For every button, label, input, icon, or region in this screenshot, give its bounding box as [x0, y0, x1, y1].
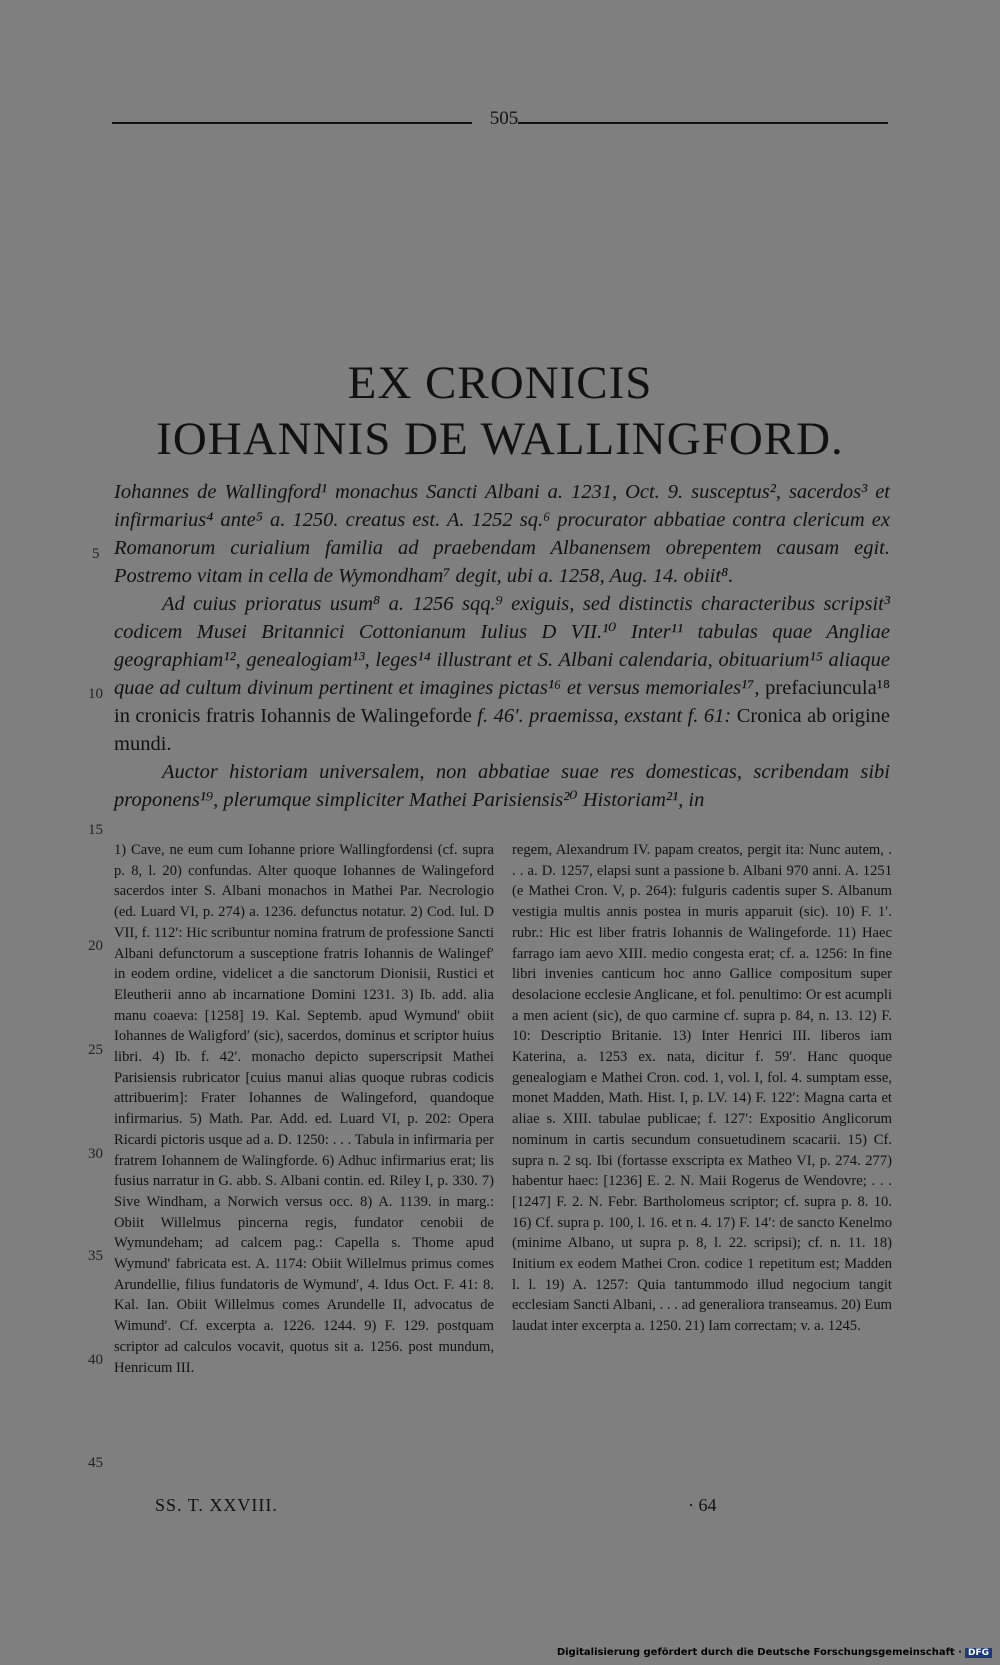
digitization-credit: [557, 1647, 992, 1658]
codex-text-roman: prefaciuncula¹⁸ in cronicis fratris Iohannis de Walingeforde: [114, 677, 890, 727]
paragraph-codex: [114, 590, 890, 758]
footer-signature: SS. T. XXVIII.: [155, 1495, 278, 1515]
dfg-logo-badge: DFG: [965, 1648, 992, 1658]
footnotes-left-column: [114, 840, 494, 1378]
title-line-2: IOHANNIS DE WALLINGFORD.: [156, 413, 844, 465]
title-line-1: EX CRONICIS: [347, 357, 653, 409]
line-number: 25: [88, 1042, 103, 1058]
main-text: [114, 478, 890, 814]
codex-cronica-title: Cronica ab origine mundi.: [114, 705, 890, 755]
line-number: 45: [88, 1455, 103, 1471]
credit-text: Digitalisierung gefördert durch die Deutsche Forschungsgemeinschaft ·: [556, 1647, 962, 1658]
line-number: 35: [88, 1248, 103, 1264]
codex-text-italic: Ad cuius prioratus usum⁸ a. 1256 sqq.⁹ exiguis, sed distinctis characteribus scripsit³ codicem Musei Britannici Cottonianum Iulius D VII.¹⁰ Inter¹¹ tabulas quae Angliae geographiam¹², genealogiam¹³, leges¹⁴ illustrant et S. Albani calendaria, obituarium¹⁵ aliaque quae ad cultum divinum pertinent et imagines pictas¹⁶ et versus memoriales¹⁷,: [114, 593, 890, 699]
header-rule-right: [518, 122, 888, 124]
codex-folio-ref: f. 46′. praemissa, exstant f. 61:: [477, 705, 732, 727]
line-number: 5: [92, 546, 100, 562]
footnotes-left-text: 1) Cave, ne eum cum Iohanne priore Wallingfordensi (cf. supra p. 8, l. 20) confundas. Alter quoque Iohannes de Walingeford sacerdos inter S. Albani monachos in Mathei Par. Necrologio (ed. Luard VI, p. 274) a. 1236. defunctus notatur. 2) Cod. Iul. D VII, f. 112′: Hic scribuntur nomina fratrum de professione Sancti Albani defunctorum a susceptione fratris Iohannis de Walingef′ in eodem ordine, videlicet a die sanctorum Dionisii, Rustici et Eleutherii anno ab incarnatione Domini 1231. 3) Ib. add. alia manu coaeva: [1258] 19. Kal. Septemb. apud Wymund′ obiit Iohannes de Waligford′ (sic), sacerdos, dominus et scriptor huius libri. 4) Ib. f. 42′. monacho depicto superscripsit Mathei Parisiensis rubricator [cuius manui alias quoque rubras codicis attribuerim]: Frater Iohannes de Walingeford, quandoque infirmarius. 5) Math. Par. Add. ed. Luard VI, p. 202: Opera Ricardi pictoris usque ad a. D. 1250: . . . Tabula in infirmaria per fratrem Iohannem de Walingforde. 6) Adhuc infirmarius erat; lis fusius narratur in G. abb. S. Albani contin. ed. Riley I, p. 330. 7) Sive Windham, a Norwich versus occ. 8) A. 1139. in marg.: Obiit Willelmus pincerna regis, fundator cenobii de Wymundeham; ad calcem pag.: Capella s. Thome apud Wymund′ fabricata est. A. 1174: Obiit Willelmus primus comes Arundellie, filius fundatoris de Wymund′, 4. Idus Oct. F. 41: 8. Kal. Ian. Obiit Willelmus comes Arundelle II, advocatus de Wimund′. Cf. excerpta a. 1226. 1244. 9) F. 129. postquam scriptor ad calculos vocavit, quotus sit a. 1256. post mundum, Henricum III.: [114, 842, 494, 1376]
page-number: 505: [489, 108, 519, 129]
line-number: 15: [88, 822, 103, 838]
line-number: 30: [88, 1146, 103, 1162]
footnotes-right-column: [512, 840, 892, 1337]
header-rule-left: [112, 122, 472, 124]
line-number: 40: [88, 1352, 103, 1368]
paragraph-intro: Iohannes de Wallingford¹ monachus Sancti Albani a. 1231, Oct. 9. susceptus², sacerdos³ et infirmarius⁴ ante⁵ a. 1250. creatus est. A. 1252 sq.⁶ procurator abbatiae contra clericum ex Romanorum curialium familia ad praebendam Albanensem obrepentem causam egit. Postremo vitam in cella de Wymondham⁷ degit, ubi a. 1258, Aug. 14. obiit⁸.: [114, 481, 890, 587]
footer-sheet-number: · 64: [688, 1495, 717, 1515]
footnotes-right-text: regem, Alexandrum IV. papam creatos, pergit ita: Nunc autem, . . . a. D. 1257, elapsi sunt a passione b. Albani 970 anni. A. 1251 (e Mathei Cron. V, p. 264): fulguris cadentis super S. Albanum vestigia multis annis postea in muris apparuit (sic). 10) F. 1′. rubr.: Hic est liber fratris Iohannis de Walingeforde. 11) Haec farrago iam aevo XIII. medio congesta erat; cf. a. 1256: In fine libri invenies canticum hoc anno Gallice compositum super desolacione ecclesie Anglicane, et fol. penultimo: Or est acumpli a men acient (sic), de quo carmine cf. supra p. 84, n. 13. 12) F. 10: Descriptio Britanie. 13) Inter Henrici III. liberos iam Katerina, a. 1253 ex. nata, dicitur f. 59′. Hanc quoque genealogiam e Mathei Cron. cod. 1, vol. I, fol. 4. sumptam esse, monet Madden, Math. Hist. I, p. LV. 14) F. 122′: Magna carta et aliae s. XIII. tabulae publicae; f. 127′: Expositio Anglicorum nominum in cartis secundum consuetudinem scacarii. 15) Cf. supra n. 2 sq. Ibi (fortasse exscripta ex Matheo VI, p. 274. 277) habentur haec: [1236] E. 2. N. Maii Rogerus de Wendovre; . . . [1247] F. 2. N. Febr. Bartholomeus scriptor; cf. supra p. 8. 10. 16) Cf. supra p. 100, l. 16. et n. 4. 17) F. 14′: de sancto Kenelmo (minime Albano, ut supra p. 8, l. 22. scripsi); cf. n. 11. 18) Initium ex eodem Mathei Cron. codice 1 repetitum est; Madden l. l. 19) A. 1257: Quia tantummodo illud negocium tangit ecclesiam Sancti Albani, . . . ad generaliora transeamus. 20) Eum laudat inter excerpta a. 1250. 21) Iam correctam; v. a. 1245.: [512, 842, 892, 1335]
line-number: 10: [88, 686, 103, 702]
page-header: [112, 108, 888, 136]
line-number: 20: [88, 938, 103, 954]
document-title: [0, 355, 1000, 467]
paragraph-auctor: Auctor historiam universalem, non abbatiae suae res domesticas, scribendam sibi proponens¹⁹, plerumque simpliciter Mathei Parisiensis²⁰ Historiam²¹, in: [114, 761, 890, 811]
